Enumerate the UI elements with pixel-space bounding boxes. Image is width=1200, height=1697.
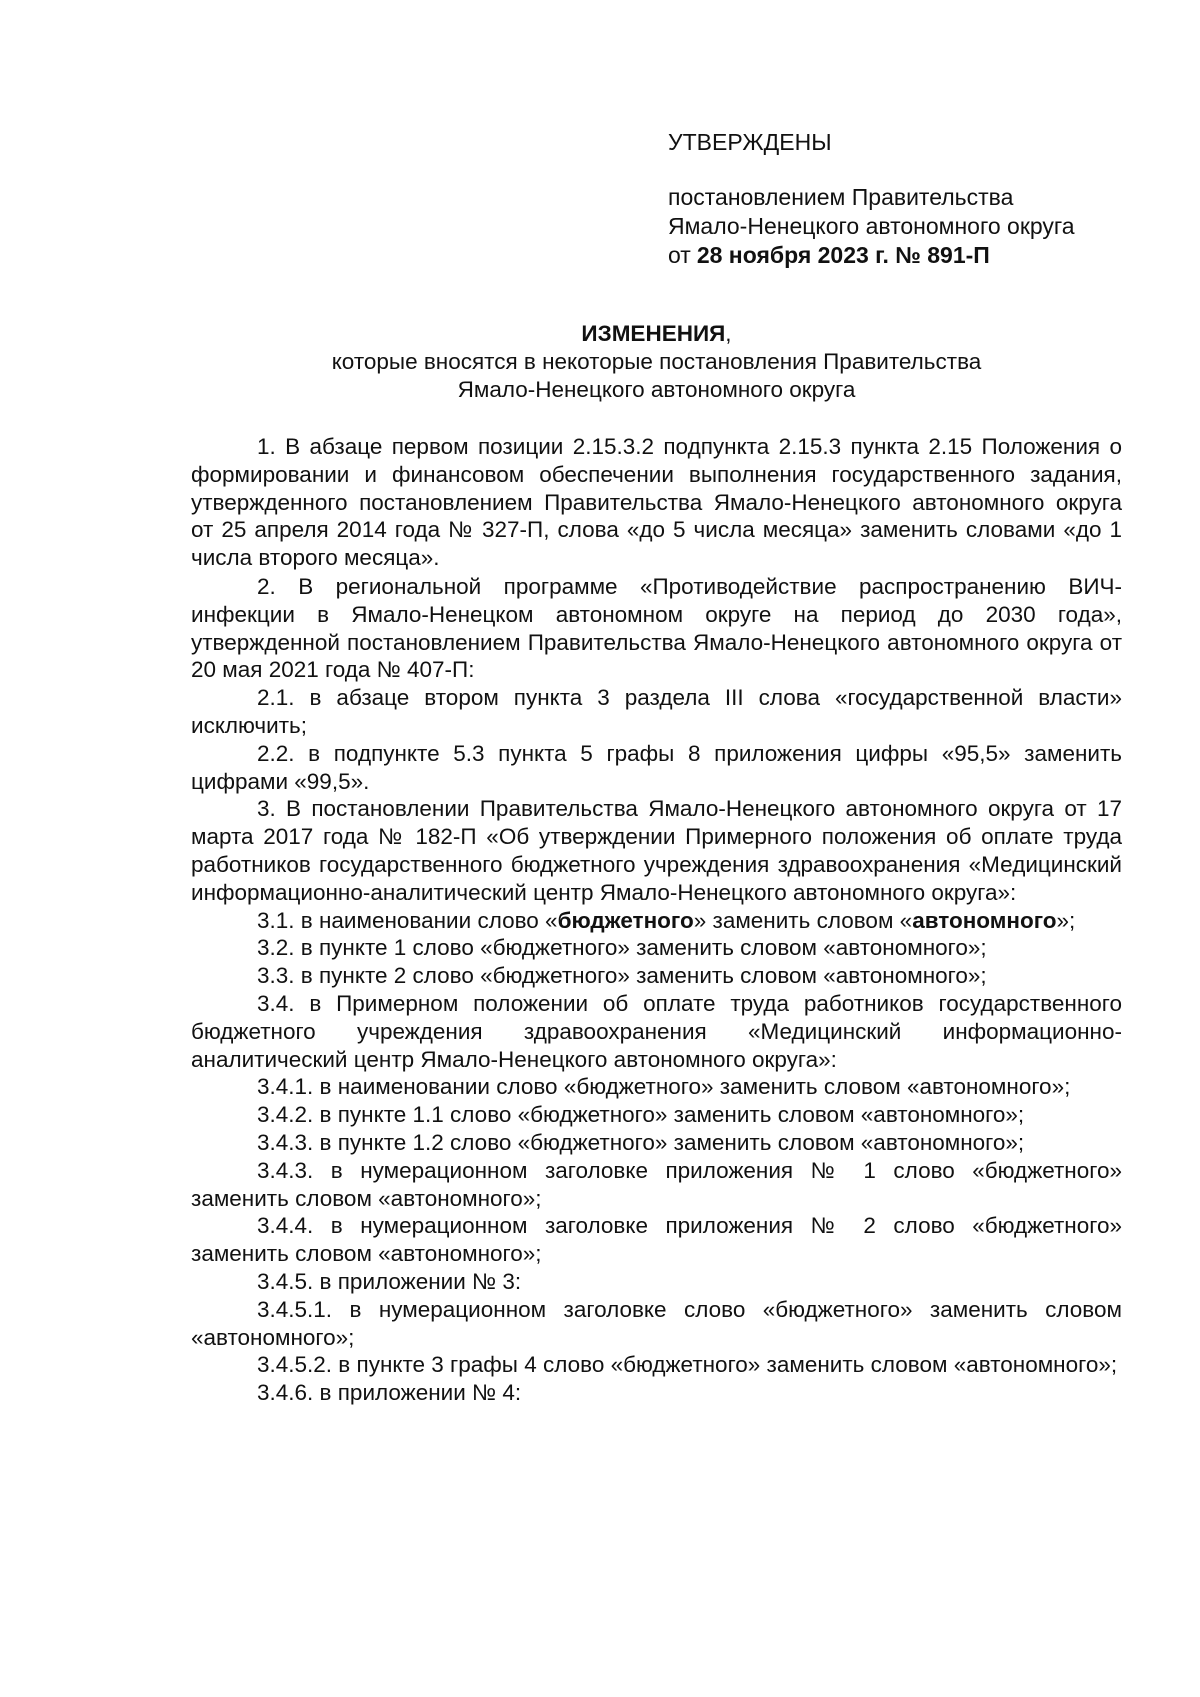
document-heading-text: ИЗМЕНЕНИЯ (581, 321, 726, 346)
item-3-4-1: 3.4.1. в наименовании слово «бюджетного» заменить словом «автономного»; (257, 1074, 1071, 1100)
approval-date-line (668, 241, 1075, 270)
item-3-4-3a: 3.4.3. в пункте 1.2 слово «бюджетного» заменить словом «автономного»; (257, 1129, 1025, 1155)
document-subtitle-line-1: которые вносятся в некоторые постановления Правительства (331, 349, 982, 374)
item-3-1-bold-budget: бюджетного (557, 907, 694, 933)
item-3-2: 3.2. в пункте 1 слово «бюджетного» заменить словом «автономного»; (257, 935, 987, 961)
document-subtitle-line-2: Ямало-Ненецкого автономного округа (457, 377, 856, 402)
item-2-1: 2.1. в абзаце втором пункта 3 раздела III слова «государственной власти» исключить; (191, 685, 1122, 738)
document-heading (190, 320, 1123, 348)
item-3-4-6: 3.4.6. в приложении № 4: (257, 1380, 522, 1406)
item-3: 3. В постановлении Правительства Ямало-Ненецкого автономного округа от 17 марта 2017 года № 182-П «Об утверждении Примерного положения об оплате труда работников государственного бюджетного учреждения здравоохранения «Медицинский информационно-аналитический центр Ямало-Ненецкого автономного округа»: (191, 796, 1122, 905)
item-2-2: 2.2. в подпункте 5.3 пункта 5 графы 8 приложения цифры «95,5» заменить цифрами «99,5». (191, 740, 1122, 794)
item-3-1-part-e: »; (1056, 907, 1076, 933)
approval-date-value: 28 ноября 2023 г. № 891-П (696, 242, 990, 268)
approval-title: УТВЕРЖДЕНЫ (668, 129, 832, 155)
item-3-4-2: 3.4.2. в пункте 1.1 слово «бюджетного» заменить словом «автономного»; (257, 1102, 1025, 1128)
document-body (191, 433, 1122, 1407)
item-2: 2. В региональной программе «Противодействие распространению ВИЧ-инфекции в Ямало-Ненецком автономном округе на период до 2030 года», утвержденной постановлением Правительства Ямало-Ненецкого автономного округа от 20 мая 2021 года № 407-П: (191, 573, 1122, 683)
item-3-4: 3.4. в Примерном положении об оплате труда работников государственного бюджетного учреждения здравоохранения «Медицинский информационно-аналитический центр Ямало-Ненецкого автономного округа»: (191, 990, 1122, 1072)
item-3-3: 3.3. в пункте 2 слово «бюджетного» заменить словом «автономного»; (257, 963, 987, 989)
approval-line-2: Ямало-Ненецкого автономного округа (668, 213, 1075, 239)
document-title-block (190, 320, 1123, 404)
item-3-4-3b: 3.4.3. в нумерационном заголовке приложения № 1 слово «бюджетного» заменить словом «автономного»; (191, 1157, 1122, 1211)
item-3-1-bold-autonomous: автономного (912, 907, 1057, 933)
item-3-4-5-2: 3.4.5.2. в пункте 3 графы 4 слово «бюджетного» заменить словом «автономного»; (257, 1352, 1118, 1378)
item-1: 1. В абзаце первом позиции 2.15.3.2 подпункта 2.15.3 пункта 2.15 Положения о формировании и финансовом обеспечении выполнения государственного задания, утвержденного постановлением Правительства Ямало-Ненецкого автономного округа от 25 апреля 2014 года № 327-П, слова «до 5 числа месяца» заменить словами «до 1 числа второго месяца». (191, 434, 1122, 571)
item-3-1-part-c: » заменить словом « (693, 907, 913, 933)
item-3-4-4: 3.4.4. в нумерационном заголовке приложения № 2 слово «бюджетного» заменить словом «автономного»; (191, 1213, 1122, 1267)
item-3-4-5: 3.4.5. в приложении № 3: (257, 1268, 522, 1294)
approval-block (668, 128, 1075, 270)
item-3-1 (191, 907, 1122, 935)
item-3-1-part-a: 3.1. в наименовании слово « (257, 907, 558, 933)
item-3-4-5-1: 3.4.5.1. в нумерационном заголовке слово «бюджетного» заменить словом «автономного»; (191, 1296, 1122, 1350)
approval-line-1: постановлением Правительства (668, 184, 1014, 210)
document-heading-comma: , (725, 321, 732, 346)
approval-date-prefix: от (668, 242, 691, 268)
